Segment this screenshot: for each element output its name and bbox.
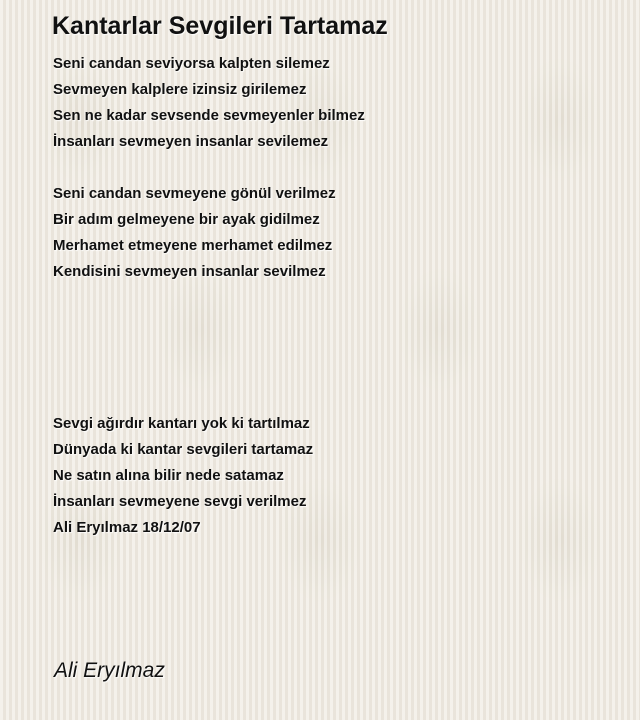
poem-author: Ali Eryılmaz bbox=[54, 659, 165, 682]
poem-line: Bir adım gelmeyene bir ayak gidilmez bbox=[53, 211, 320, 228]
poem-line: Seni candan sevmeyene gönül verilmez bbox=[53, 185, 336, 202]
poem-line: Ne satın alına bilir nede satamaz bbox=[53, 467, 284, 484]
poem-stanza-2 bbox=[53, 181, 336, 285]
poem-line: İnsanları sevmeyene sevgi verilmez bbox=[53, 493, 307, 510]
poem-line: Sen ne kadar sevsende sevmeyenler bilmez bbox=[53, 107, 365, 124]
poem-stanza-3 bbox=[53, 411, 313, 541]
poem-line: İnsanları sevmeyen insanlar sevilemez bbox=[53, 133, 329, 150]
poem-line: Merhamet etmeyene merhamet edilmez bbox=[53, 237, 333, 254]
poem-line: Kendisini sevmeyen insanlar sevilmez bbox=[53, 263, 326, 280]
poem-signature-line: Ali Eryılmaz 18/12/07 bbox=[53, 519, 201, 536]
poem-line: Sevgi ağırdır kantarı yok ki tartılmaz bbox=[53, 415, 310, 432]
poem-line: Dünyada ki kantar sevgileri tartamaz bbox=[53, 441, 314, 458]
poem-stanza-1 bbox=[53, 51, 365, 155]
poem-title: Kantarlar Sevgileri Tartamaz bbox=[52, 12, 388, 40]
poem-line: Seni candan seviyorsa kalpten silemez bbox=[53, 55, 330, 72]
poem-line: Sevmeyen kalplere izinsiz girilemez bbox=[53, 81, 307, 98]
